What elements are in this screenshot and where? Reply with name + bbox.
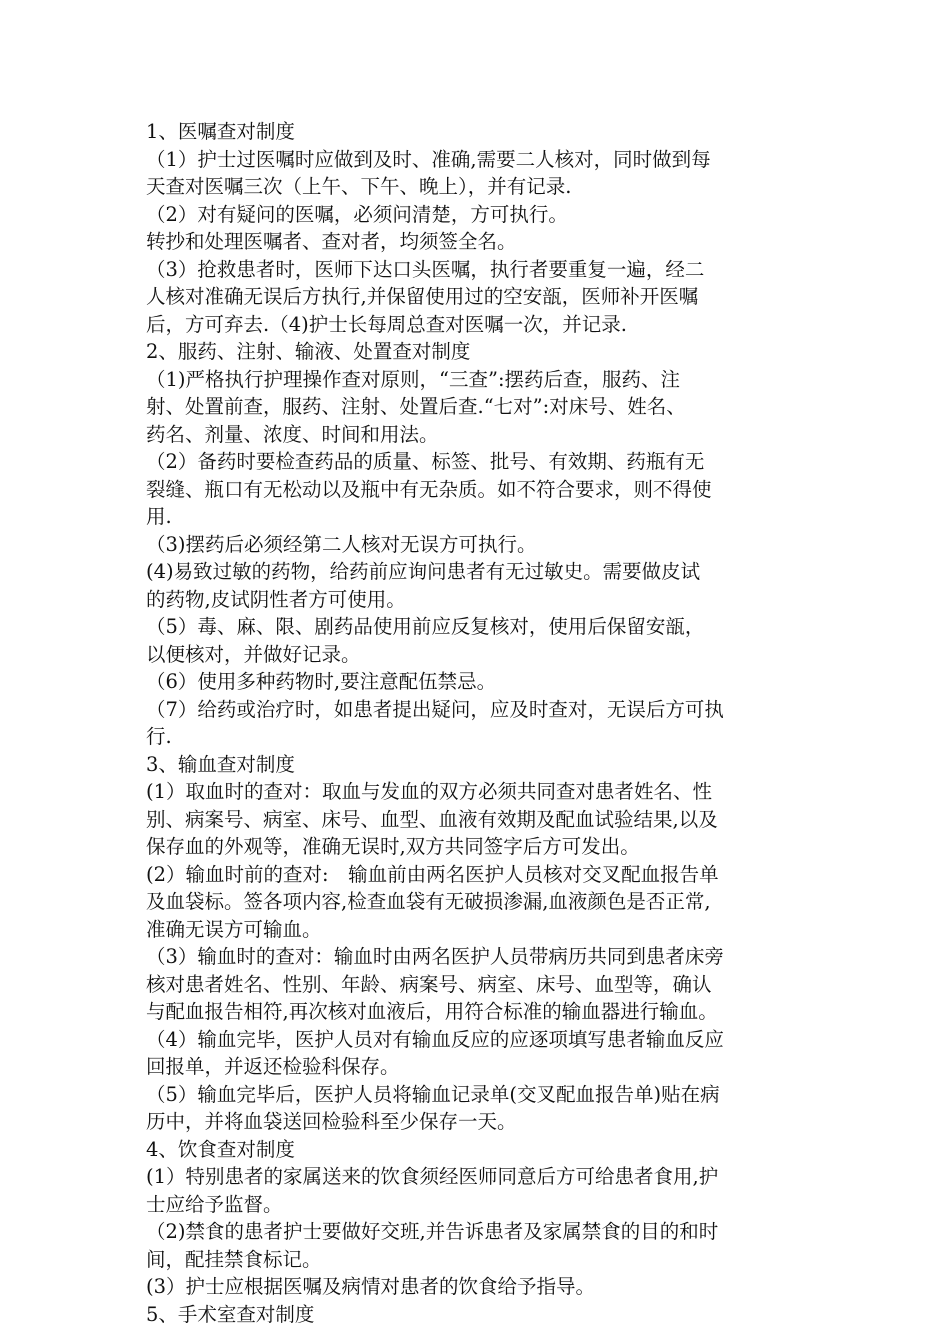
paragraph-line: 回报单，并返还检验科保存。 xyxy=(146,1055,400,1078)
paragraph-line: 准确无误方可输血。 xyxy=(146,917,322,941)
paragraph-line: (1）特别患者的家属送来的饮食须经医师同意后方可给患者食用,护 xyxy=(146,1165,719,1188)
paragraph-line: 别、病案号、病室、床号、血型、血液有效期及配血试验结果,以及 xyxy=(146,807,718,831)
paragraph-line: （4）输血完毕，医护人员对有输血反应的应逐项填写患者输血反应 xyxy=(146,1027,724,1051)
section-heading-3: 3、输血查对制度 xyxy=(146,752,295,776)
document-page xyxy=(146,118,816,1328)
paragraph-line: （3）抢救患者时，医师下达口头医嘱，执行者要重复一遍，经二 xyxy=(146,257,705,281)
paragraph-line: （5）输血完毕后，医护人员将输血记录单(交叉配血报告单)贴在病 xyxy=(146,1082,720,1106)
section-heading-5: 5、手术室查对制度 xyxy=(146,1302,315,1326)
paragraph-line: 药名、剂量、浓度、时间和用法。 xyxy=(146,422,439,446)
section-heading-2: 2、服药、注射、输液、处置查对制度 xyxy=(146,340,471,363)
paragraph-line: 历中，并将血袋送回检验科至少保存一天。 xyxy=(146,1110,517,1133)
paragraph-line: （2）对有疑问的医嘱，必须问清楚，方可执行。 xyxy=(146,202,568,226)
paragraph-line: 人核对准确无误后方执行,并保留使用过的空安瓿，医师补开医嘱 xyxy=(146,285,699,308)
paragraph-line: 行. xyxy=(146,725,172,748)
paragraph-line: 裂缝、瓶口有无松动以及瓶中有无杂质。如不符合要求，则不得使 xyxy=(146,477,712,501)
paragraph-line: （3)摆药后必须经第二人核对无误方可执行。 xyxy=(146,532,537,556)
paragraph-line: (4)易致过敏的药物，给药前应询问患者有无过敏史。需要做皮试 xyxy=(146,560,701,583)
paragraph-line: (2）输血时前的查对: 输血前由两名医护人员核对交叉配血报告单 xyxy=(146,862,719,886)
paragraph-line: 保存血的外观等，准确无误时,双方共同签字后方可发出。 xyxy=(146,835,640,858)
paragraph-line: 用. xyxy=(146,505,172,528)
paragraph-line: 天查对医嘱三次（上午、下午、晚上），并有记录. xyxy=(146,175,572,198)
paragraph-line: （2)禁食的患者护士要做好交班,并告诉患者及家属禁食的目的和时 xyxy=(146,1220,719,1243)
paragraph-line: （2）备药时要检查药品的质量、标签、批号、有效期、药瓶有无 xyxy=(146,450,705,473)
paragraph-line: （5）毒、麻、限、剧药品使用前应反复核对，使用后保留安瓿， xyxy=(146,615,705,638)
paragraph-line: （1)严格执行护理操作查对原则，“三查”:摆药后查，服药、注 xyxy=(146,367,681,391)
paragraph-line: 转抄和处理医嘱者、查对者，均须签全名。 xyxy=(146,230,517,253)
paragraph-line: 士应给予监督。 xyxy=(146,1192,283,1216)
paragraph-line: （3）输血时的查对：输血时由两名医护人员带病历共同到患者床旁 xyxy=(146,945,724,968)
paragraph-line: 核对患者姓名、性别、年龄、病案号、病室、床号、血型等，确认 xyxy=(146,972,712,996)
paragraph-line: （7）给药或治疗时，如患者提出疑问，应及时查对，无误后方可执 xyxy=(146,697,724,721)
paragraph-line: 与配血报告相符,再次核对血液后，用符合标准的输血器进行输血。 xyxy=(146,1000,718,1023)
paragraph-line: 射、处置前查，服药、注射、处置后查.“七对”:对床号、姓名、 xyxy=(146,395,686,418)
paragraph-line: 后，方可弃去.（4)护士长每周总查对医嘱一次，并记录. xyxy=(146,312,627,336)
paragraph-line: (1）取血时的查对：取血与发血的双方必须共同查对患者姓名、性 xyxy=(146,780,713,803)
paragraph-line: (3）护士应根据医嘱及病情对患者的饮食给予指导。 xyxy=(146,1275,596,1298)
paragraph-line: （6）使用多种药物时,要注意配伍禁忌。 xyxy=(146,670,497,693)
section-heading-4: 4、饮食查对制度 xyxy=(146,1137,295,1161)
section-heading-1: 1、医嘱查对制度 xyxy=(146,120,295,143)
paragraph-line: 间，配挂禁食标记。 xyxy=(146,1247,322,1271)
paragraph-line: 及血袋标。签各项内容,检查血袋有无破损渗漏,血液颜色是否正常, xyxy=(146,890,711,913)
paragraph-line: （1）护士过医嘱时应做到及时、准确,需要二人核对，同时做到每 xyxy=(146,147,711,171)
paragraph-line: 的药物,皮试阴性者方可使用。 xyxy=(146,587,406,611)
paragraph-line: 以便核对，并做好记录。 xyxy=(146,642,361,666)
